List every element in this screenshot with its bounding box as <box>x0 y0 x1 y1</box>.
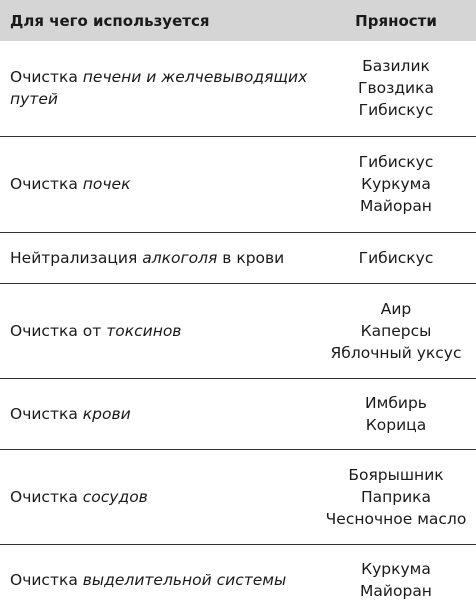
spice-item: Куркума <box>361 560 431 579</box>
purpose-plain: Очистка <box>10 404 83 423</box>
spice-item: Майоран <box>360 197 432 215</box>
spice-item: Майоран <box>360 582 432 601</box>
purpose-italic: печени и желчевыводящих путей <box>10 68 308 109</box>
purpose-italic: крови <box>82 404 131 423</box>
purpose-plain: Очистка <box>10 175 83 193</box>
purpose-cell <box>0 449 316 544</box>
table-row <box>0 41 476 136</box>
spice-item: Гвоздика <box>358 79 434 98</box>
purpose-italic: токсинов <box>106 321 182 340</box>
purpose-cell <box>0 378 316 449</box>
purpose-italic: почек <box>82 175 131 193</box>
purpose-plain: Нейтрализация <box>10 248 143 267</box>
purpose-plain: Очистка <box>10 571 83 590</box>
spice-item: Имбирь <box>365 393 427 412</box>
purpose-cell <box>0 544 316 616</box>
table-row <box>0 378 476 449</box>
purpose-cell <box>0 232 316 283</box>
purpose-italic: сосудов <box>82 487 148 506</box>
header-row <box>0 0 476 41</box>
table-row <box>0 449 476 544</box>
spices-cell <box>316 544 476 616</box>
purpose-cell <box>0 136 316 232</box>
table-row <box>0 544 476 616</box>
spice-item: Яблочный уксус <box>330 343 462 362</box>
purpose-italic: алкоголя <box>142 248 218 267</box>
spice-item: Гибискус <box>358 153 434 171</box>
spice-item: Гибискус <box>358 248 434 267</box>
table-row <box>0 283 476 378</box>
table-header <box>0 0 476 41</box>
spice-item: Гибискус <box>358 101 434 120</box>
table-body <box>0 41 476 616</box>
spices-cell <box>316 136 476 232</box>
purpose-plain: Очистка <box>10 68 83 87</box>
table-row <box>0 136 476 232</box>
spices-cell <box>316 283 476 378</box>
purpose-plain: Очистка <box>10 487 83 506</box>
spices-cell <box>316 378 476 449</box>
header-purpose: Для чего используется <box>10 11 210 30</box>
spice-item: Каперсы <box>360 321 432 340</box>
spice-item: Корица <box>365 415 427 434</box>
table-row <box>0 232 476 283</box>
purpose-italic: выделительной системы <box>82 571 287 590</box>
spice-item: Чесночное масло <box>325 509 467 528</box>
spices-cell <box>316 449 476 544</box>
spice-item: Паприка <box>360 487 432 506</box>
purpose-plain: Очистка от <box>10 321 107 340</box>
spice-item: Куркума <box>361 175 431 193</box>
purpose-cell <box>0 41 316 136</box>
header-spices: Пряности <box>355 11 437 30</box>
spice-item: Аир <box>380 299 412 318</box>
spice-item: Базилик <box>362 57 430 76</box>
spices-cell <box>316 41 476 136</box>
spices-cell <box>316 232 476 283</box>
purpose-tail: в крови <box>217 248 285 267</box>
spice-item: Боярышник <box>348 465 444 484</box>
purpose-cell <box>0 283 316 378</box>
